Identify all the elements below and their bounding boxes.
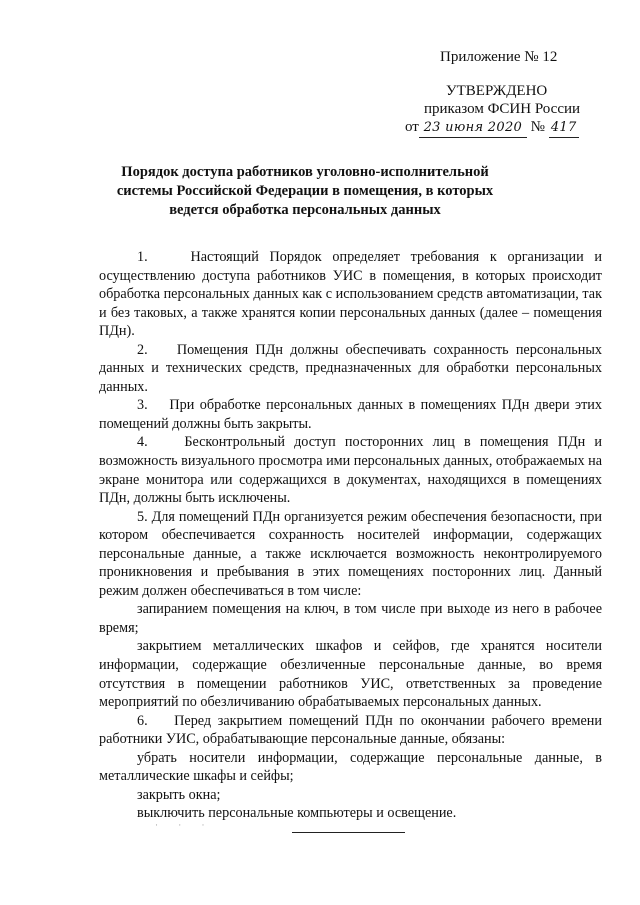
paragraph-3: 3. При обработке персональных данных в помещениях ПДн двери этих помещений должны быть закрыты. xyxy=(99,397,602,432)
closing-rule xyxy=(292,832,405,833)
date-prefix: от xyxy=(405,119,419,135)
paragraph-6: 6. Перед закрытием помещений ПДн по окончании рабочего времени работники УИС, обрабатывающие персональные данные, обязаны: xyxy=(99,712,602,748)
scan-specks: · · · xyxy=(155,820,214,830)
number-label: № xyxy=(530,119,545,135)
document-title: Порядок доступа работников уголовно-исполнительной системы Российской Федерации в помещения, в которых ведется обработка персональных данных xyxy=(116,164,494,218)
handwritten-date: 23 июня 2020 xyxy=(419,119,527,138)
document-body xyxy=(99,248,602,823)
paragraph-6-item-3: выключить персональные компьютеры и освещение. xyxy=(137,805,457,822)
handwritten-number: 417 xyxy=(549,119,579,138)
order-reference: приказом ФСИН России xyxy=(424,101,581,117)
paragraph-2: 2. Помещения ПДн должны обеспечивать сохранность персональных данных и технических средств, предназначенных для обработки персональных данных. xyxy=(99,341,602,395)
order-date-line xyxy=(405,118,579,138)
paragraph-1: 1. Настоящий Порядок определяет требования к организации и осуществлению доступа работников УИС в помещения, в которых происходит обработка персональных данных как с использованием средств автоматизации, так и без таковых, а также хранятся копии персональных данных (далее – помещения ПДн). xyxy=(99,249,602,340)
appendix-label: Приложение № 12 xyxy=(440,49,558,65)
paragraph-6-item-1: убрать носители информации, содержащие персональные данные, в металлические шкафы и сейфы; xyxy=(99,749,602,785)
approval-stamp: УТВЕРЖДЕНО xyxy=(446,83,548,99)
paragraph-4: 4. Бесконтрольный доступ посторонних лиц в помещения ПДн и возможность визуального просмотра ими персональных данных, отображаемых на экране монитора или содержащихся в документах, находящихся в помещениях ПДн, должны быть исключены. xyxy=(99,434,602,507)
paragraph-5: 5. Для помещений ПДн организуется режим обеспечения безопасности, при котором обеспечивается сохранность носителей информации, содержащих персональные данные, а также исключается возможность неконтролируемого проникновения и пребывания в этих помещениях посторонних лиц. Данный режим должен обеспечиваться в том числе: xyxy=(99,508,602,599)
paragraph-6-item-2: закрыть окна; xyxy=(137,786,221,803)
paragraph-5-item-2: закрытием металлических шкафов и сейфов, где хранятся носители информации, содержащие обезличенные персональные данные, во время отсутствия в помещении работников УИС, ответственных за проведение мероприятий по обезличиванию обрабатываемых персональных данных. xyxy=(99,638,602,711)
paragraph-5-item-1: запиранием помещения на ключ, в том числе при выходе из него в рабочее время; xyxy=(99,601,602,636)
